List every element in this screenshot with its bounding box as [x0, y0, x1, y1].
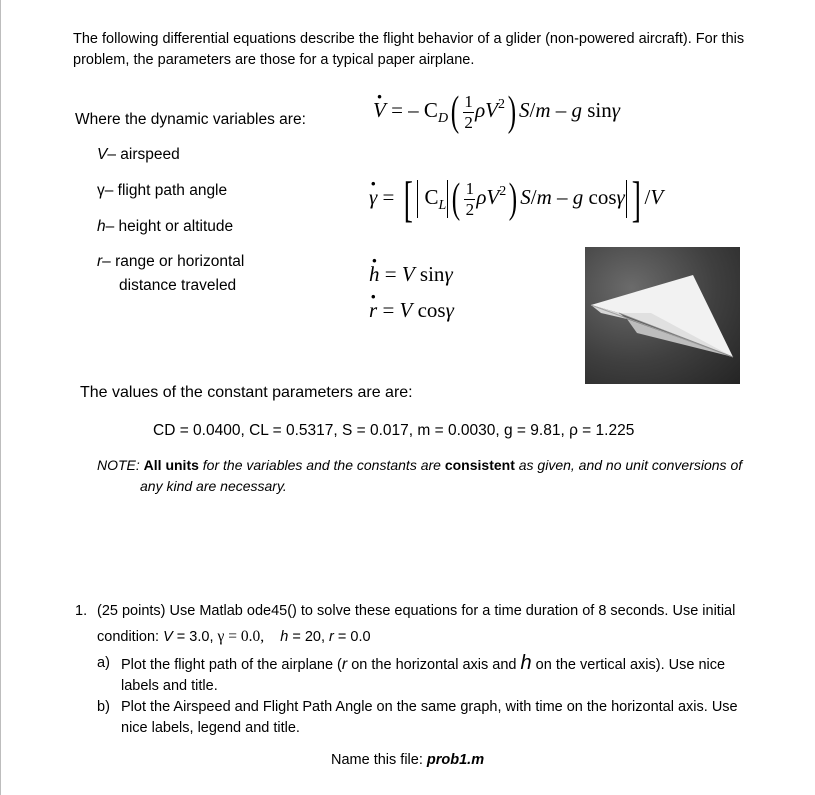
part-a-text: on the vertical axis). Use nice	[531, 657, 726, 673]
condition-label: condition:	[97, 629, 164, 645]
note-line-2: any kind are necessary.	[140, 478, 287, 494]
problem-line-1: (25 points) Use Matlab ode45() to solve these equations for a time duration of 8 seconds. Use initial	[97, 603, 736, 619]
problem-number: 1.	[75, 603, 88, 619]
constants-values: CD = 0.0400, CL = 0.5317, S = 0.017, m = 0.0030, g = 9.81, ρ = 1.225	[153, 422, 635, 439]
cond-r-symbol: r	[329, 629, 334, 645]
intro-line-1: The following differential equations describe the flight behavior of a glider (non-powered aircraft). For this	[73, 31, 745, 47]
part-a-label: a)	[97, 655, 110, 671]
note-label: NOTE:	[97, 457, 140, 473]
note-text: as given, and no unit conversions of	[514, 457, 743, 473]
note-all-units: All units	[143, 457, 199, 473]
part-a-r: r	[341, 656, 348, 673]
cond-v-symbol: V	[163, 629, 173, 645]
note-text: for the variables and the constants are	[198, 457, 445, 473]
equation-r-dot: r · = V cosγ	[369, 298, 454, 323]
part-b-line-1: Plot the Airspeed and Flight Path Angle on the same graph, with time on the horizontal axis. Use	[121, 699, 738, 715]
variable-r-continuation: distance traveled	[119, 277, 237, 294]
part-a-line-1	[121, 652, 725, 677]
variable-symbol: γ	[97, 182, 105, 199]
cond-v-value: = 3.0,	[172, 629, 218, 645]
cond-h-value: = 20,	[288, 629, 330, 645]
file-name-line	[331, 750, 484, 771]
part-a-text: Plot the flight path of the airplane (	[121, 657, 342, 673]
equation-h-dot: h · = V sinγ	[369, 262, 453, 287]
dynamic-variables-heading: Where the dynamic variables are:	[75, 111, 306, 128]
page-edge	[0, 0, 13, 795]
variable-gamma	[97, 180, 227, 201]
variable-v	[97, 144, 180, 165]
equation-gamma-dot: γ · = [ $C_L$ ( $\frac{1}{2}$ $\rho V^2$) S/m – g cosγ ] /V	[369, 177, 663, 221]
part-a-text: on the horizontal axis and	[347, 657, 521, 673]
part-b-line-2: nice labels, legend and title.	[121, 720, 300, 736]
intro-line-2: problem, the parameters are those for a typical paper airplane.	[73, 52, 475, 68]
variable-symbol: h	[97, 218, 106, 235]
cond-gamma: γ = 0.0,	[217, 628, 265, 645]
variable-r	[97, 251, 244, 272]
variable-symbol: r	[97, 253, 103, 270]
file-name-value: prob1.m	[426, 752, 485, 768]
variable-h	[97, 216, 233, 237]
variable-desc: – airspeed	[107, 146, 180, 163]
variable-symbol: V	[97, 146, 108, 163]
paper-airplane-icon	[585, 247, 740, 384]
variable-desc: – range or horizontal	[102, 253, 245, 270]
part-b-label: b)	[97, 699, 110, 715]
part-a-h: h	[520, 652, 532, 674]
cond-r-value: = 0.0	[333, 629, 371, 645]
paper-airplane-photo	[585, 247, 740, 384]
part-a-line-2: labels and title.	[121, 678, 218, 694]
problem-line-2	[97, 625, 371, 649]
variable-desc: – height or altitude	[105, 218, 234, 235]
variable-desc: – flight path angle	[104, 182, 228, 199]
cond-h-symbol: h	[280, 629, 289, 645]
file-name-label: Name this file:	[331, 752, 427, 768]
note-line-1	[97, 455, 742, 476]
constants-heading: The values of the constant parameters are are:	[80, 384, 413, 401]
note-consistent: consistent	[444, 457, 515, 473]
equation-v-dot: V · = – $C_D$( $\frac{1}{2}$ $\rho V^2$) S/m – g sinγ	[373, 92, 620, 132]
